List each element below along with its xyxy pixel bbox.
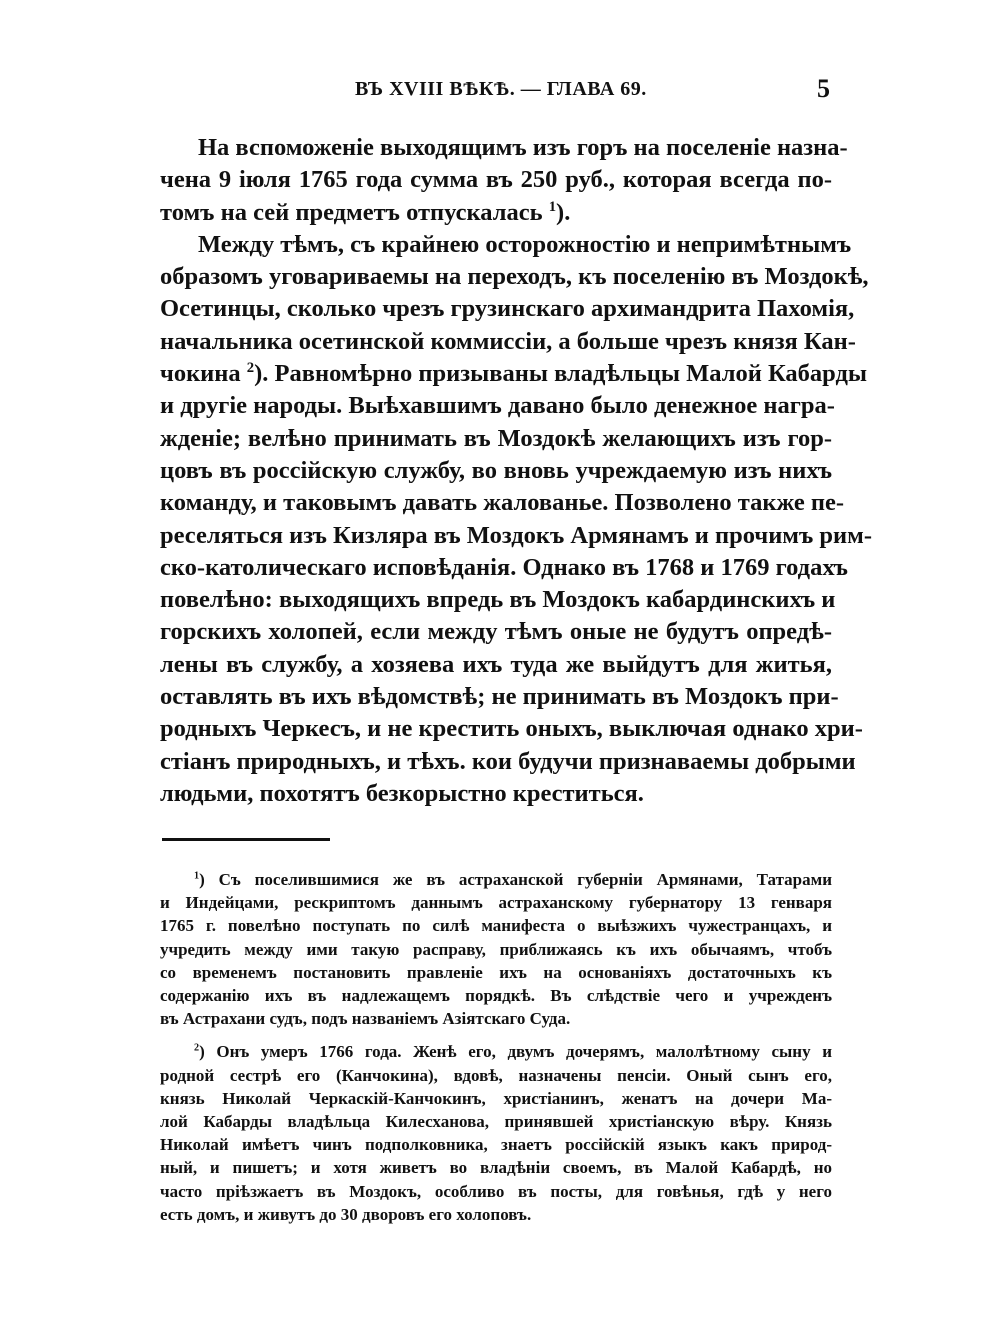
text-line: образомъ уговариваемы на переходъ, къ поселенію въ Моздокѣ, <box>160 263 869 291</box>
footnote-line <box>160 1040 832 1063</box>
text-line: Между тѣмъ, съ крайнею осторожностію и непримѣтнымъ <box>198 230 852 258</box>
text-segment: ) Онъ умеръ 1766 года. Женѣ его, двумъ дочерямъ, малолѣтному сыну и <box>199 1042 832 1062</box>
text-line: Осетинцы, сколько чрезъ грузинскаго архимандрита Пахомія, <box>160 295 855 323</box>
text-line <box>160 358 867 390</box>
footnote-line: лой Кабарды владѣльца Килесханова, принявшей христіанскую вѣру. Князь <box>160 1112 832 1132</box>
text-line: стіанъ природныхъ, и тѣхъ. кои будучи признаваемы добрыми <box>160 747 856 775</box>
footnote-line: Николай имѣетъ чинъ подполковника, знаетъ россійскій языкъ какъ природ- <box>160 1135 832 1155</box>
footnote-line: учредить между ими такую расправу, приближаясь къ ихъ обычаямъ, чтобъ <box>160 939 832 959</box>
text-line: лены въ службу, а хозяева ихъ туда же выйдутъ для житья, <box>160 650 832 678</box>
footnote-line: въ Астрахани судъ, подъ названіемъ Азіятскаго Суда. <box>160 1009 571 1029</box>
text-line: людьми, похотятъ безкорыстно креститься. <box>160 779 644 807</box>
text-segment: ). Равномѣрно призываны владѣльцы Малой Кабарды <box>254 360 867 388</box>
footnote-line: содержанію ихъ въ надлежащемъ порядкѣ. Въ слѣдствіе чего и учрежденъ <box>160 986 832 1006</box>
text-line: ско-католическаго исповѣданія. Однако въ 1768 и 1769 годахъ <box>160 553 848 581</box>
footnote-1-marker: 1 <box>194 870 200 882</box>
footnote-line: со временемъ постановить правленіе ихъ на основаніяхъ достаточныхъ къ <box>160 962 832 982</box>
text-line: оставлять въ ихъ вѣдомствѣ; не принимать въ Моздокъ при- <box>160 683 839 711</box>
text-line: и другіе народы. Выѣхавшимъ давано было денежное награ- <box>160 392 835 420</box>
text-line: родныхъ Черкесъ, и не крестить оныхъ, выключая однако хри- <box>160 715 863 743</box>
text-line: реселяться изъ Кизляра въ Моздокъ Армянамъ и прочимъ рим- <box>160 521 872 549</box>
footnote-line: 1765 г. повелѣно поступать по силѣ манифеста о выѣзжихъ чужестранцахъ, и <box>160 916 832 936</box>
footnotes <box>160 868 832 1226</box>
footnote-2 <box>160 1040 832 1226</box>
footnote-line: есть домъ, и живутъ до 30 дворовъ его холоповъ. <box>160 1204 532 1224</box>
text-line: повелѣно: выходящихъ впредь въ Моздокъ кабардинскихъ и <box>160 586 836 614</box>
text-segment: ) Съ поселившимися же въ астраханской губерніи Армянами, Татарами <box>199 870 832 889</box>
text-segment: ). <box>556 198 571 226</box>
footnote-2-marker: 2 <box>194 1042 200 1054</box>
text-line: команду, и таковымъ давать жалованье. Позволено также пе- <box>160 489 845 517</box>
text-line: начальника осетинской коммиссіи, а больше чрезъ князя Кан- <box>160 327 856 355</box>
footnote-line: и Индейцами, рескриптомъ даннымъ астраханскому губернатору 13 генваря <box>160 893 832 913</box>
text-line: горскихъ холопей, если между тѣмъ оные не будутъ опредѣ- <box>160 618 832 646</box>
text-line: чена 9 іюля 1765 года сумма въ 250 руб., которая всегда по- <box>160 166 832 194</box>
text-segment: томъ на сей предметъ отпускалась <box>160 198 543 226</box>
footnote-1 <box>160 868 832 1030</box>
main-text <box>160 132 872 810</box>
footnote-line <box>160 868 832 891</box>
running-title: ВЪ XVIII ВѢКѢ. — ГЛАВА 69. <box>355 78 647 100</box>
footnote-marker-2[interactable]: 2 <box>246 359 255 376</box>
footnote-line: князь Николай Черкаскій-Канчокинъ, христіанинъ, женатъ на дочери Ма- <box>160 1088 832 1108</box>
text-line: жденіе; велѣно принимать въ Моздокѣ желающихъ изъ гор- <box>160 424 832 452</box>
text-line <box>160 197 832 229</box>
text-segment: чокина <box>160 360 241 388</box>
running-head <box>160 74 830 112</box>
page-number: 5 <box>817 74 830 103</box>
footnote-line: родной сестрѣ его (Канчокина), вдовѣ, назначены пенсіи. Оный сынъ его, <box>160 1065 832 1085</box>
footnote-line: ный, и пишетъ; и хотя живетъ во владѣніи своемъ, въ Малой Кабардѣ, но <box>160 1158 832 1178</box>
text-line: На вспоможеніе выходящимъ изъ горъ на поселеніе назна- <box>198 134 848 161</box>
footnote-marker-1[interactable]: 1 <box>548 198 557 215</box>
footnote-line: часто пріѣзжаетъ въ Моздокъ, особливо въ посты, для говѣнья, гдѣ у него <box>160 1181 832 1201</box>
text-line: цовъ въ россійскую службу, во вновь учреждаемую изъ нихъ <box>160 456 832 484</box>
footnote-separator <box>162 838 330 841</box>
